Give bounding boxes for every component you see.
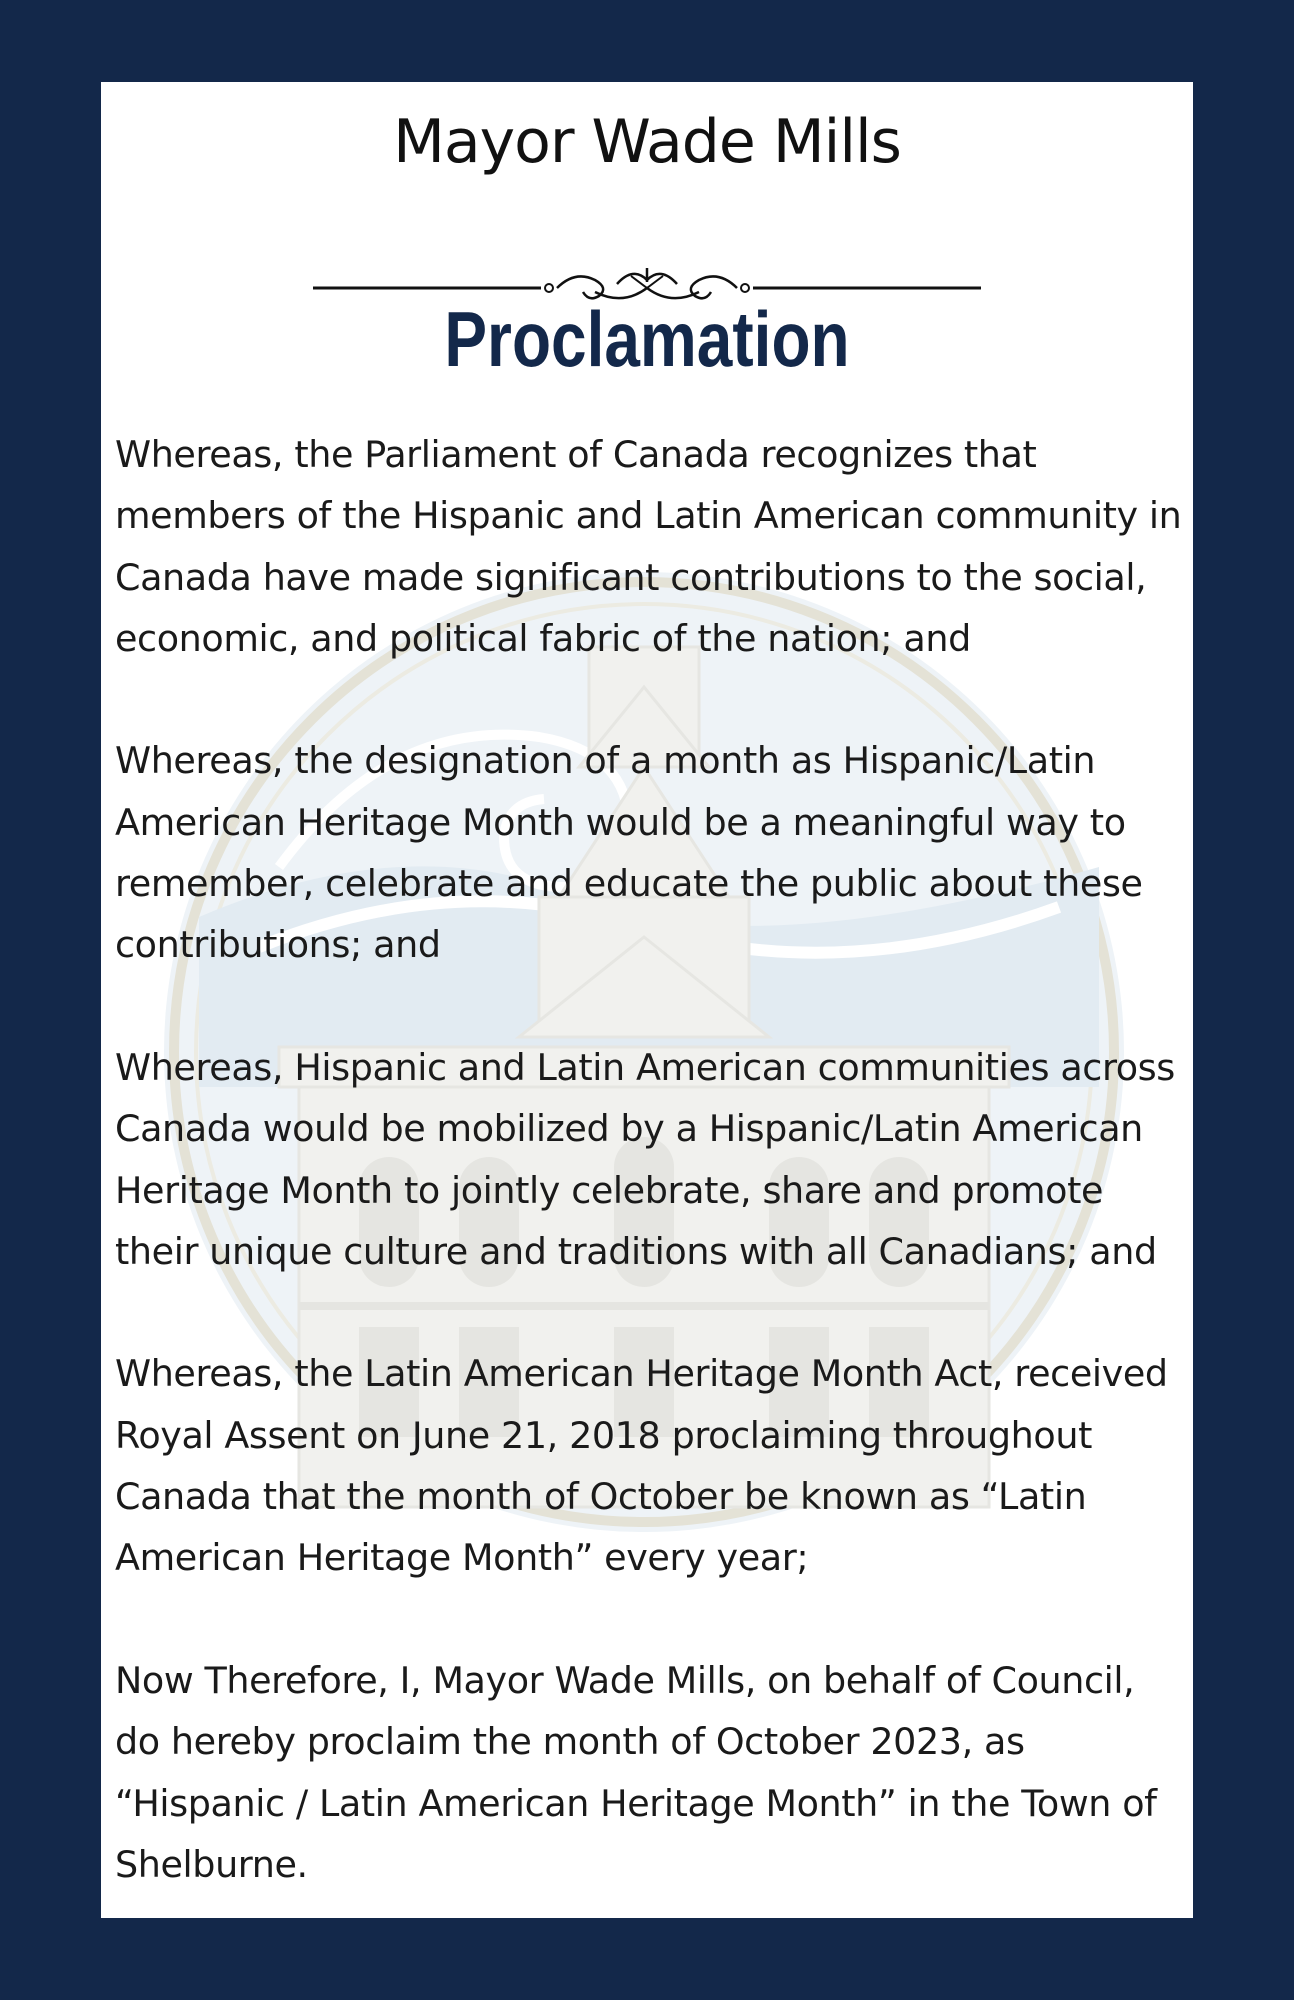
paragraph-whereas-parliament: Whereas, the Parliament of Canada recognizes that members of the Hispanic and Latin American community in Canada have made significant contributions to the social, economic, and political fabric of the nation; and (115, 433, 1182, 660)
paragraph-whereas-communities: Whereas, Hispanic and Latin American communities across Canada would be mobilized by a Hispanic/Latin American Heritage Month to jointly celebrate, share and promote their unique culture and traditions with all Canadians; and (115, 1045, 1175, 1273)
proclamation-title: Proclamation (444, 295, 850, 383)
proclamation-body (115, 424, 1185, 1895)
proclamation-card (101, 82, 1193, 1918)
mayor-name: Mayor Wade Mills (393, 107, 901, 177)
paragraph-whereas-designation: Whereas, the designation of a month as Hispanic/Latin American Heritage Month would be a meaningful way to remember, celebrate and educate the public about these contributions; and (115, 739, 1143, 967)
paragraph-whereas-act: Whereas, the Latin American Heritage Month Act, received Royal Assent on June 21, 2018 proclaiming throughout Canada that the month of October be known as “Latin American Heritage Month” every year; (115, 1352, 1168, 1580)
paragraph-now-therefore: Now Therefore, I, Mayor Wade Mills, on behalf of Council, do hereby proclaim the month of October 2023, as “Hispanic / Latin American Heritage Month” in the Town of Shelburne. (115, 1658, 1157, 1886)
